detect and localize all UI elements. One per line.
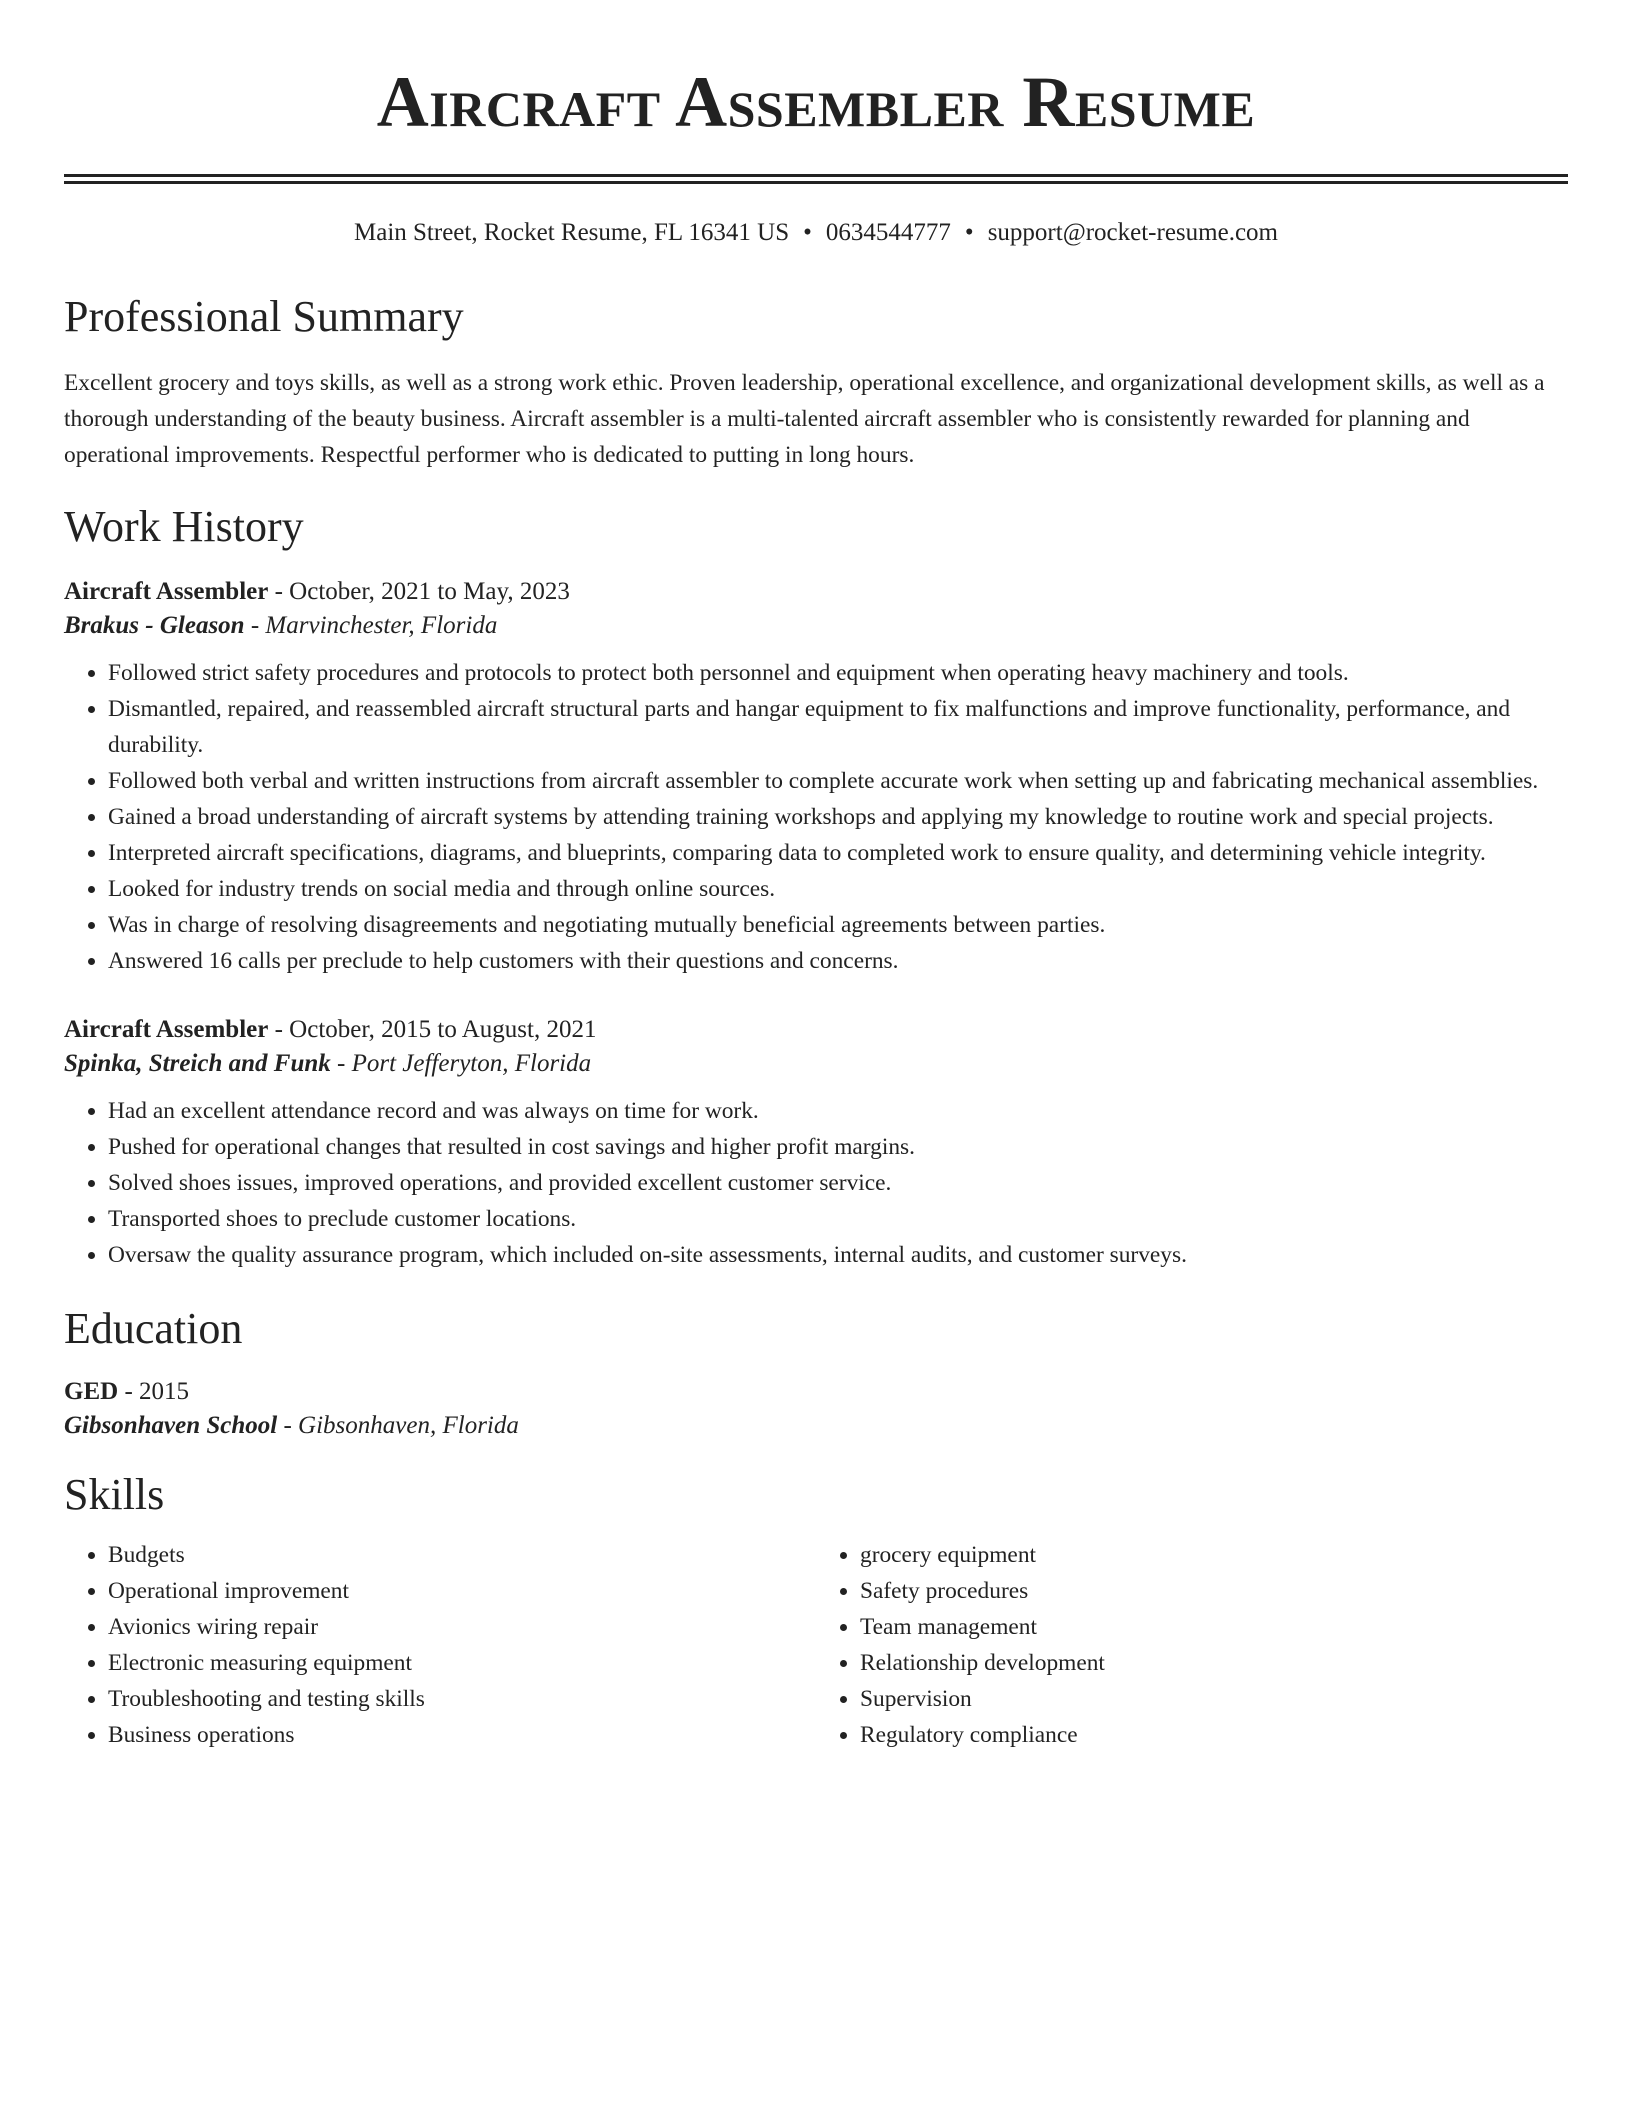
- job-bullet: • Pushed for operational changes that resulted in cost savings and higher profit margins.: [108, 1129, 1568, 1165]
- job-bullet: • Looked for industry trends on social media and through online sources.: [108, 871, 1568, 907]
- job-entry: [64, 575, 1568, 979]
- summary-text: Excellent grocery and toys skills, as well as a strong work ethic. Proven leadership, operational excellence, and organizational development skills, as well as a thorough understanding of the beauty business. Aircraft assembler is a multi-talented aircraft assembler who is consistently rewarded for planning and operational improvements. Respectful performer who is dedicated to putting in long hours.: [64, 370, 1545, 468]
- skill-item: • Budgets: [108, 1537, 816, 1573]
- skill-item: • Avionics wiring repair: [108, 1609, 816, 1645]
- job-bullet: • Dismantled, repaired, and reassembled aircraft structural parts and hangar equipment to fix malfunctions and improve functionality, performance, and durability.: [108, 691, 1568, 763]
- skill-item: • Business operations: [108, 1717, 816, 1753]
- job-title: Aircraft Assembler: [64, 578, 269, 605]
- job-company: Brakus - Gleason: [64, 612, 245, 639]
- skills-left-column: [64, 1537, 816, 1753]
- skill-item: • Troubleshooting and testing skills: [108, 1681, 816, 1717]
- skill-item: • Relationship development: [860, 1645, 1568, 1681]
- skill-item: • Operational improvement: [108, 1573, 816, 1609]
- resume-title: Aircraft Assembler Resume: [376, 62, 1256, 142]
- work-history-heading: Work History: [64, 502, 304, 551]
- education-school: Gibsonhaven School: [64, 1412, 278, 1439]
- job-dates: - October, 2021 to May, 2023: [268, 578, 570, 605]
- education-degree: GED: [64, 1378, 119, 1405]
- education-location: - Gibsonhaven, Florida: [277, 1412, 519, 1439]
- contact-line: [64, 217, 1568, 249]
- skills-right-column: [816, 1537, 1568, 1753]
- job-location: - Marvinchester, Florida: [244, 612, 498, 639]
- skill-item: • Team management: [860, 1609, 1568, 1645]
- education-heading: Education: [64, 1304, 243, 1353]
- skills-heading: Skills: [64, 1470, 165, 1519]
- title-divider: [64, 174, 1568, 184]
- job-bullet: • Followed both verbal and written instructions from aircraft assembler to complete accurate work when setting up and fabricating mechanical assemblies.: [108, 763, 1568, 799]
- skill-item: • Electronic measuring equipment: [108, 1645, 816, 1681]
- skill-item: • Supervision: [860, 1681, 1568, 1717]
- education-school-line: [64, 1409, 1568, 1443]
- job-title-line: [64, 1013, 1568, 1047]
- job-bullet: • Was in charge of resolving disagreements and negotiating mutually beneficial agreements between parties.: [108, 907, 1568, 943]
- education-year: - 2015: [118, 1378, 190, 1405]
- summary-heading: Professional Summary: [64, 292, 464, 341]
- job-bullets: [64, 655, 1568, 979]
- job-bullet: • Oversaw the quality assurance program, which included on-site assessments, internal audits, and customer surveys.: [108, 1237, 1568, 1273]
- contact-email: support@rocket-resume.com: [987, 219, 1278, 246]
- contact-separator: •: [964, 219, 974, 246]
- skill-item: • Regulatory compliance: [860, 1717, 1568, 1753]
- job-bullet: • Followed strict safety procedures and protocols to protect both personnel and equipment when operating heavy machinery and tools.: [108, 655, 1568, 691]
- job-location: - Port Jefferyton, Florida: [330, 1050, 592, 1077]
- job-bullet: • Solved shoes issues, improved operations, and provided excellent customer service.: [108, 1165, 1568, 1201]
- job-bullet: • Interpreted aircraft specifications, diagrams, and blueprints, comparing data to completed work to ensure quality, and determining vehicle integrity.: [108, 835, 1568, 871]
- contact-phone: 0634544777: [825, 219, 951, 246]
- education-entry: [64, 1375, 1568, 1443]
- skill-item: • grocery equipment: [860, 1537, 1568, 1573]
- skill-item: • Safety procedures: [860, 1573, 1568, 1609]
- job-entry: [64, 1013, 1568, 1273]
- job-bullet: • Transported shoes to preclude customer locations.: [108, 1201, 1568, 1237]
- job-bullets: [64, 1093, 1568, 1273]
- job-company-line: [64, 1047, 1568, 1081]
- job-company: Spinka, Streich and Funk: [64, 1050, 331, 1077]
- skills-grid: [64, 1537, 1568, 1753]
- job-bullet: • Answered 16 calls per preclude to help customers with their questions and concerns.: [108, 943, 1568, 979]
- education-degree-line: [64, 1375, 1568, 1409]
- job-company-line: [64, 609, 1568, 643]
- contact-separator: •: [803, 219, 812, 246]
- job-bullet: • Gained a broad understanding of aircraft systems by attending training workshops and applying my knowledge to routine work and special projects.: [108, 799, 1568, 835]
- job-bullet: • Had an excellent attendance record and was always on time for work.: [108, 1093, 1568, 1129]
- job-title-line: [64, 575, 1568, 609]
- contact-address: Main Street, Rocket Resume, FL 16341 US: [354, 219, 790, 246]
- job-dates: - October, 2015 to August, 2021: [268, 1016, 597, 1043]
- job-title: Aircraft Assembler: [64, 1016, 269, 1043]
